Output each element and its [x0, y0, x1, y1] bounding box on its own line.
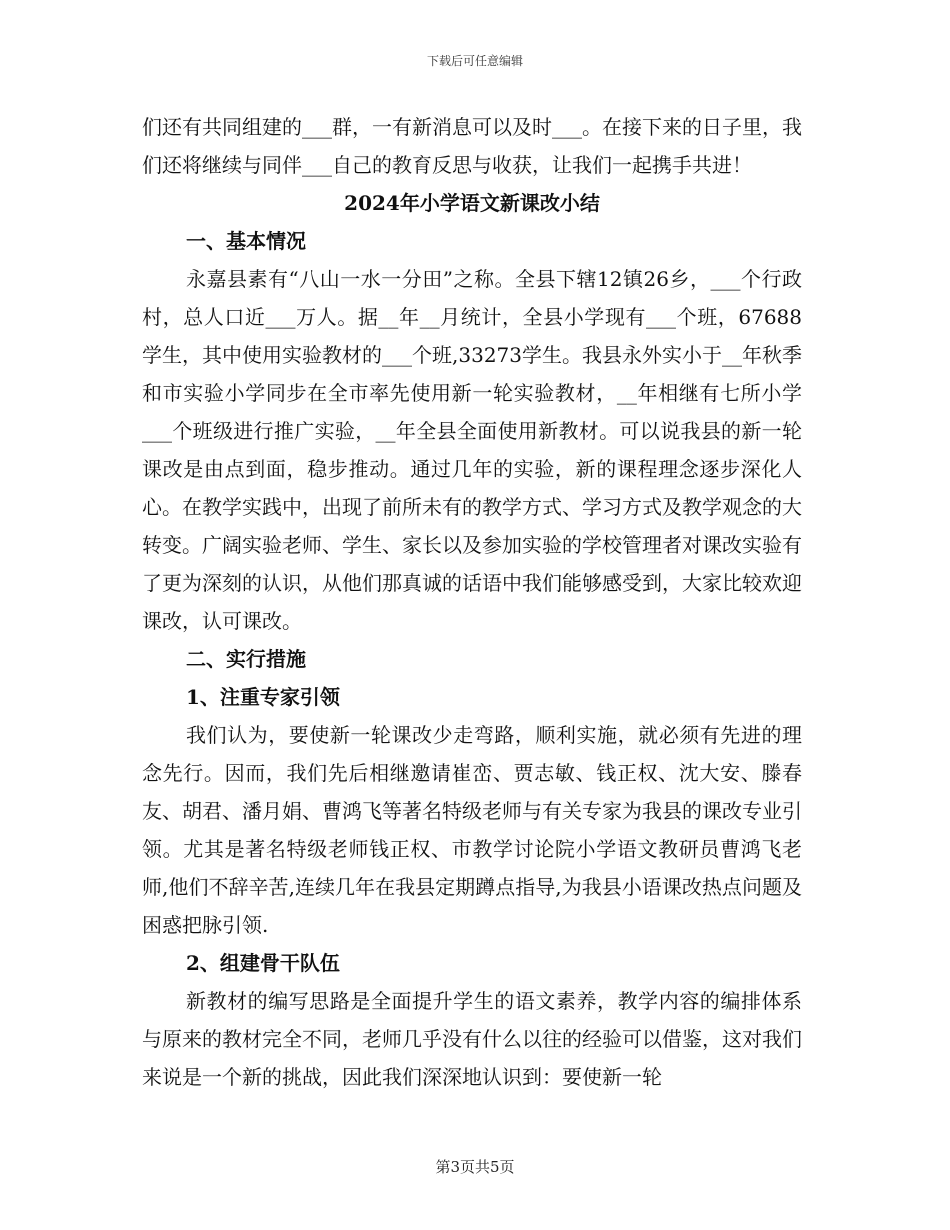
continuation-paragraph: 们还有共同组建的___群，一有新消息可以及时___。在接下来的日子里，我们还将继续与同伴___自己的教育反思与收获，让我们一起携手共进！: [142, 115, 802, 177]
expert-guidance-paragraph: 我们认为，要使新一轮课改少走弯路，顺利实施，就必须有先进的理念先行。因而，我们先后相继邀请崔峦、贾志敏、钱正权、沈大安、滕春友、胡君、潘月娟、曹鸿飞等著名特级老师与有关专家为我县的课改专业引领。尤其是著名特级老师钱正权、市教学讨论院小学语文教研员曹鸿飞老师,他们不辞辛苦,连续几年在我县定期蹲点指导,为我县小语课改热点问题及困惑把脉引领.: [142, 723, 802, 937]
page-header: 下载后可任意编辑: [426, 54, 523, 68]
subheading-expert-guidance: 1、注重专家引领: [186, 685, 340, 709]
subheading-backbone-team: 2、组建骨干队伍: [186, 951, 340, 975]
section-basic-paragraph: 永嘉县素有“八山一水一分田”之称。全县下辖12镇26乡，___个行政村，总人口近___万人。据__年__月统计，全县小学现有___个班，67688学生，其中使用实验教材的___个班,33273学生。我县永外实小于__年秋季和市实验小学同步在全市率先使用新一轮实验教材，__年相继有七所小学___个班级进行推广实验，__年全县全面使用新教材。可以说我县的新一轮课改是由点到面，稳步推动。通过几年的实验，新的课程理念逐步深化人心。在教学实践中，出现了前所未有的教学方式、学习方式及教学观念的大转变。广阔实验老师、学生、家长以及参加实验的学校管理者对课改实验有了更为深刻的认识，从他们那真诚的话语中我们能够感受到，大家比较欢迎课改，认可课改。: [142, 267, 802, 633]
page-number: 第3页共5页: [435, 1158, 515, 1176]
document-title: 2024年小学语文新课改小结: [344, 191, 600, 215]
section-heading-basic: 一、基本情况: [186, 229, 306, 253]
document-body: [142, 108, 802, 1096]
section-heading-measures: 二、实行措施: [186, 647, 306, 671]
backbone-team-paragraph: 新教材的编写思路是全面提升学生的语文素养，教学内容的编排体系与原来的教材完全不同，老师几乎没有什么以往的经验可以借鉴，这对我们来说是一个新的挑战，因此我们深深地认识到：要使新一轮: [142, 989, 802, 1089]
